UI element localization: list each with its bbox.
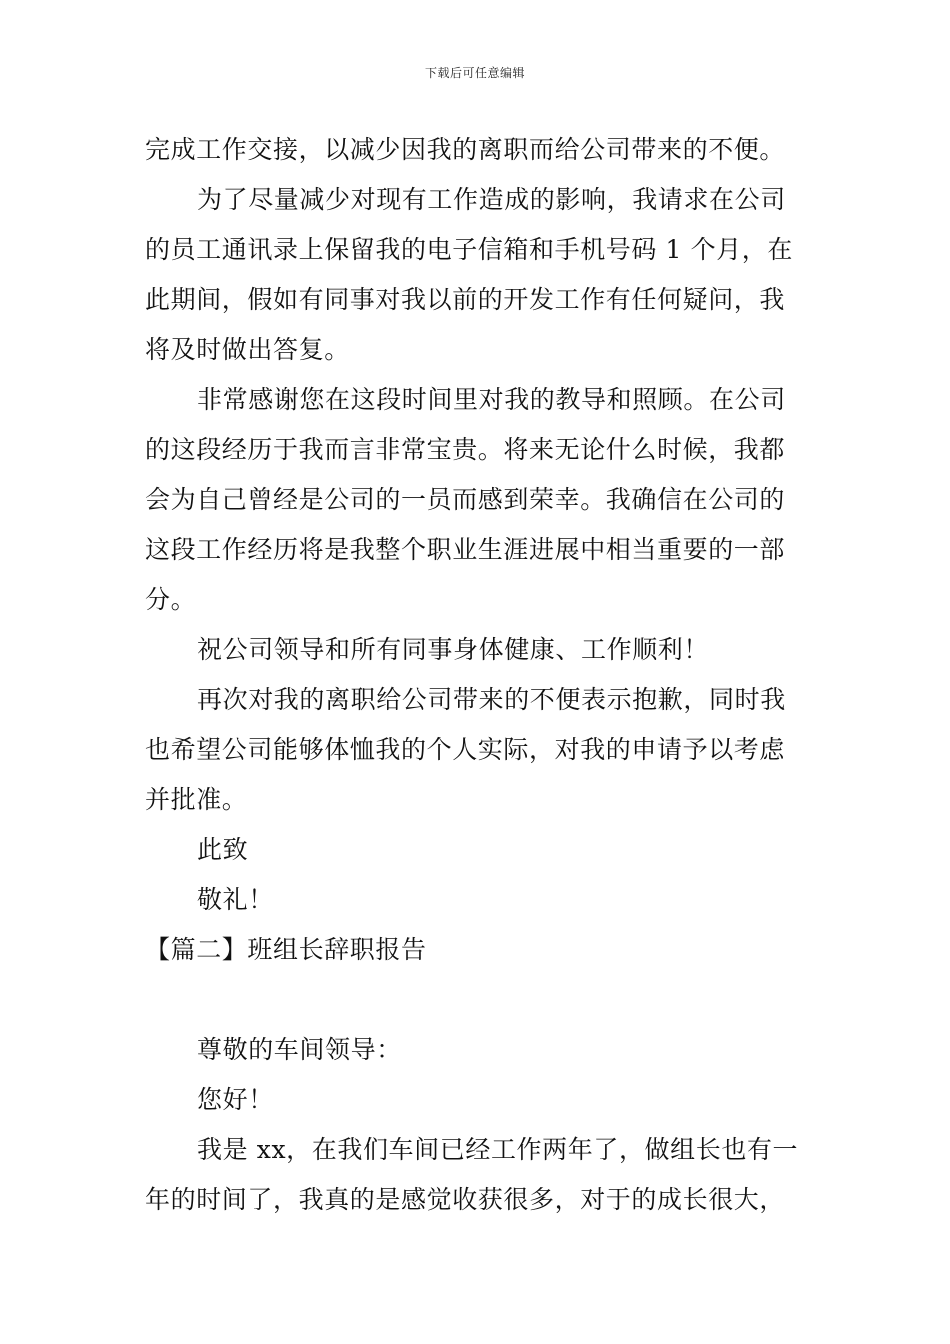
paragraph-handover: 完成工作交接，以减少因我的离职而给公司带来的不便。 [145,135,786,164]
document-body [145,125,809,1225]
paragraph-wishes: 祝公司领导和所有同事身体健康、工作顺利！ [197,635,710,664]
salutation: 尊敬的车间领导： [197,1035,402,1064]
paragraph-apology: 再次对我的离职给公司带来的不便表示抱歉，同时我也希望公司能够体恤我的个人实际，对我的申请予以考虑并批准。 [145,685,786,814]
blank-line [145,975,809,1025]
closing-line-2: 敬礼！ [197,885,274,914]
paragraph-contact-retention: 为了尽量减少对现有工作造成的影响，我请求在公司的员工通讯录上保留我的电子信箱和手机号码 1 个月，在此期间，假如有同事对我以前的开发工作有任何疑问，我将及时做出答复。 [145,185,794,364]
paragraph-thanks: 非常感谢您在这段时间里对我的教导和照顾。在公司的这段经历于我而言非常宝贵。将来无论什么时候，我都会为自己曾经是公司的一员而感到荣幸。我确信在公司的这段工作经历将是我整个职业生涯进展中相当重要的一部分。 [145,385,786,614]
closing-line-1: 此致 [197,835,249,864]
paragraph-introduction: 我是 xx，在我们车间已经工作两年了，做组长也有一年的时间了，我真的是感觉收获很多，对于的成长很大， [145,1135,799,1214]
section-heading: 【篇二】班组长辞职报告 [145,935,427,964]
greeting: 您好！ [197,1085,274,1114]
page-header-note: 下载后可任意编辑 [424,66,525,80]
